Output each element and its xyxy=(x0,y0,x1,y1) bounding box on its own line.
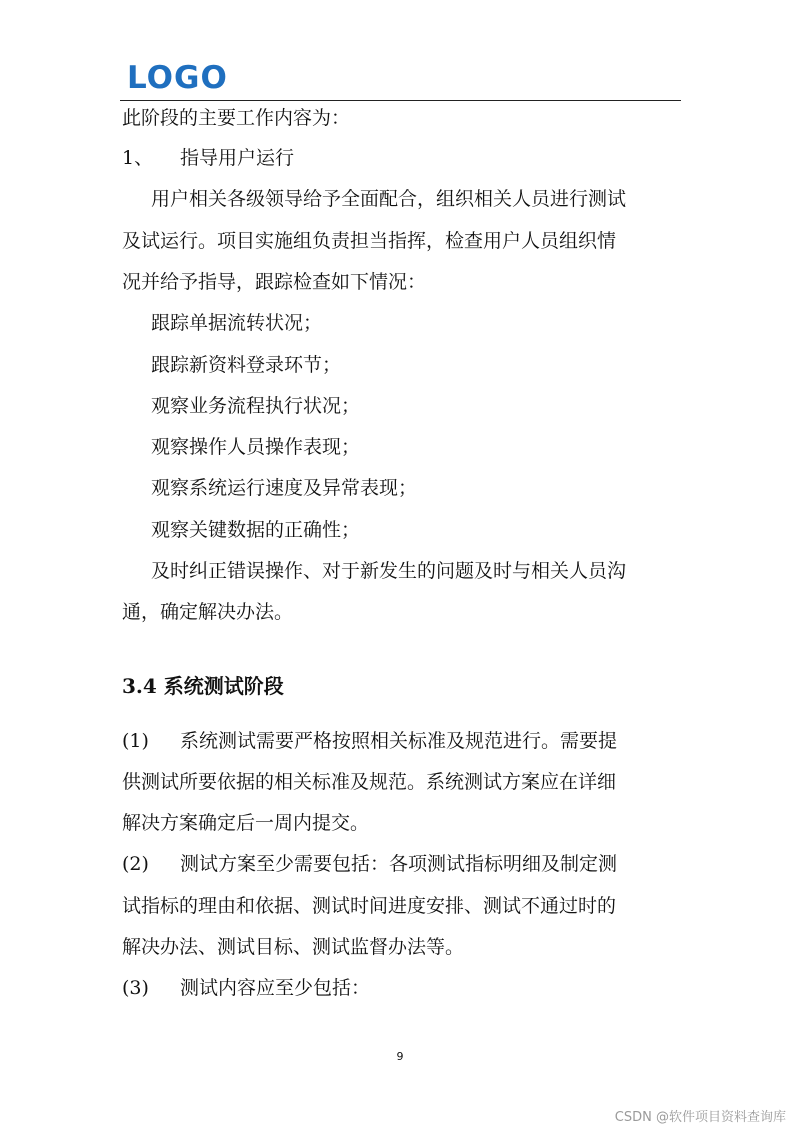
point-marker: (3) xyxy=(122,977,149,999)
paragraph-line: 解决办法、测试目标、测试监督办法等。 xyxy=(122,936,465,958)
paragraph-line: 解决方案确定后一周内提交。 xyxy=(122,812,370,834)
point-marker: (2) xyxy=(122,853,149,875)
paragraph-line: 系统测试需要严格按照相关标准及规范进行。需要提 xyxy=(180,730,618,752)
watermark: CSDN @软件项目资料查询库 xyxy=(614,1110,786,1125)
list-item: 跟踪新资料登录环节； xyxy=(151,354,342,376)
section1-title: 指导用户运行 xyxy=(180,147,295,169)
header-logo: LOGO xyxy=(127,60,228,96)
point-marker: (1) xyxy=(122,730,149,752)
intro-text: 此阶段的主要工作内容为： xyxy=(122,107,351,129)
section1-number: 1、 xyxy=(122,147,154,169)
page-number: 9 xyxy=(396,1050,404,1063)
paragraph-line: 况并给予指导，跟踪检查如下情况： xyxy=(122,271,427,293)
list-item: 观察关键数据的正确性； xyxy=(151,519,361,541)
paragraph-line: 试指标的理由和依据、测试时间进度安排、测试不通过时的 xyxy=(122,895,617,917)
paragraph-line: 及试运行。项目实施组负责担当指挥，检查用户人员组织情 xyxy=(122,230,617,252)
paragraph-line: 及时纠正错误操作、对于新发生的问题及时与相关人员沟 xyxy=(151,560,627,582)
paragraph-line: 用户相关各级领导给予全面配合，组织相关人员进行测试 xyxy=(151,188,627,210)
list-item: 跟踪单据流转状况； xyxy=(151,312,323,334)
list-item: 观察系统运行速度及异常表现； xyxy=(151,477,418,499)
paragraph-line: 测试方案至少需要包括：各项测试指标明细及制定测 xyxy=(180,853,618,875)
paragraph-line: 测试内容应至少包括： xyxy=(180,977,371,999)
paragraph-line: 通，确定解决办法。 xyxy=(122,601,294,623)
paragraph-line: 供测试所要依据的相关标准及规范。系统测试方案应在详细 xyxy=(122,771,617,793)
header-rule xyxy=(120,100,681,101)
list-item: 观察业务流程执行状况； xyxy=(151,395,361,417)
list-item: 观察操作人员操作表现； xyxy=(151,436,361,458)
section-heading: 3.4 系统测试阶段 xyxy=(122,674,284,698)
